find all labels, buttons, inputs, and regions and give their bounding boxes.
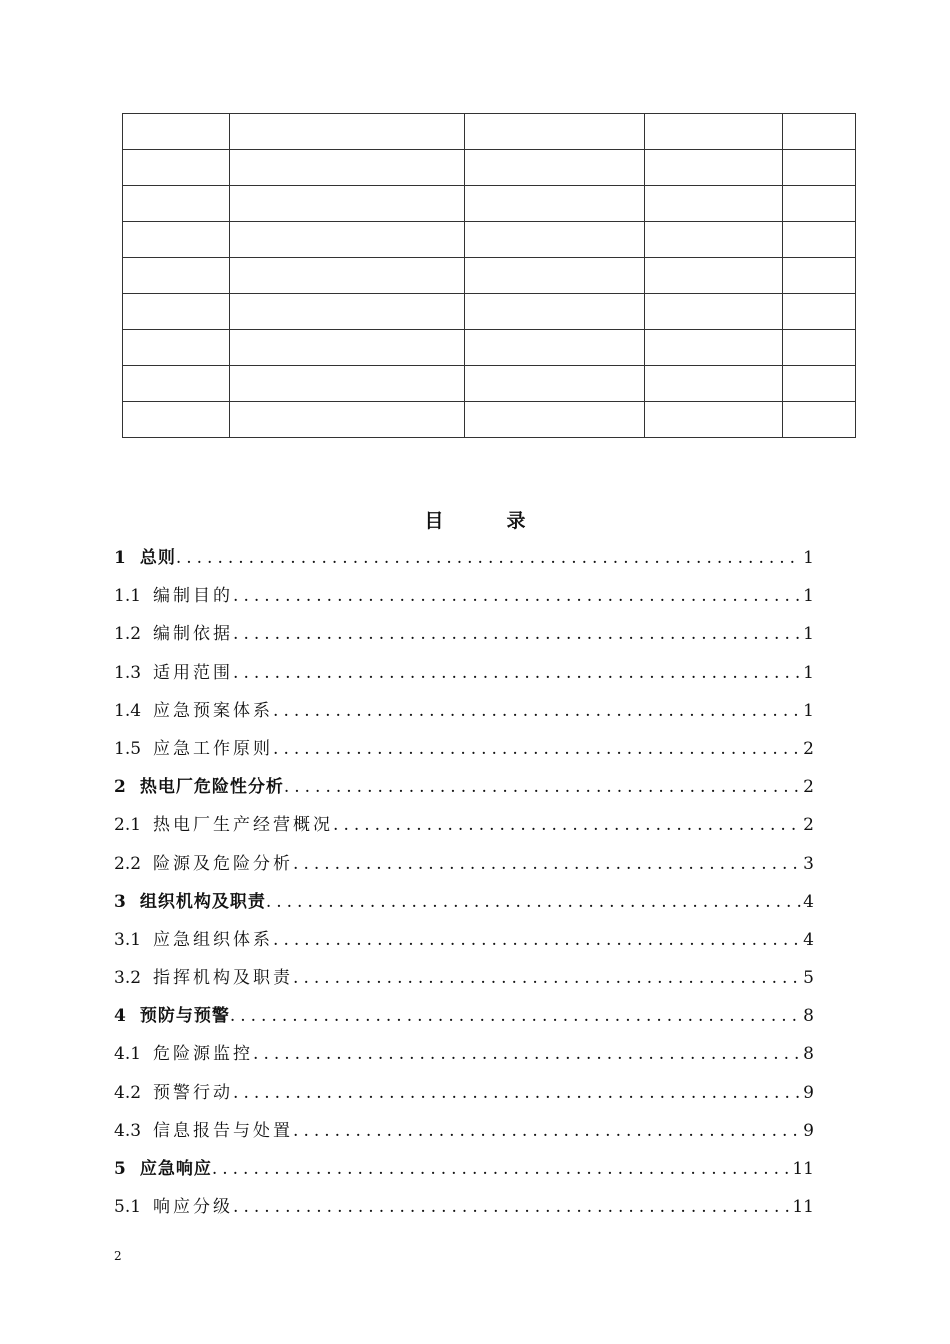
toc-entry-page: 1 <box>803 700 814 721</box>
toc-leader-dots <box>230 997 801 1035</box>
toc-entry-title: 编制目的 <box>153 586 234 607</box>
table-row <box>123 402 856 438</box>
toc-entry-number: 1 <box>114 548 126 568</box>
table-cell <box>465 402 645 438</box>
toc-leader-dots <box>233 1188 790 1226</box>
toc-entry[interactable] <box>114 577 814 615</box>
toc-entry-page: 2 <box>803 738 814 759</box>
toc-entry-page: 1 <box>803 548 814 568</box>
table-cell <box>465 222 645 258</box>
blank-revision-table <box>122 113 856 438</box>
table-cell <box>783 114 856 150</box>
toc-leader-dots <box>233 615 801 653</box>
toc-entry-title: 预防与预警 <box>139 1006 230 1027</box>
table-cell <box>465 150 645 186</box>
toc-entry-number: 2 <box>114 777 126 798</box>
table-cell <box>230 330 465 366</box>
table-cell <box>645 366 783 402</box>
toc-entry[interactable] <box>114 654 814 692</box>
table-cell <box>230 402 465 438</box>
table-cell <box>123 294 230 330</box>
table-of-contents <box>114 539 814 1226</box>
toc-leader-dots <box>212 1150 791 1188</box>
table-row <box>123 186 856 222</box>
table-row <box>123 150 856 186</box>
toc-entry-page: 4 <box>803 929 814 950</box>
toc-leader-dots <box>233 654 801 692</box>
table-cell <box>123 186 230 222</box>
table-row <box>123 366 856 402</box>
toc-entry-number: 4.1 <box>114 1044 142 1065</box>
toc-entry[interactable] <box>114 883 814 921</box>
toc-entry-title: 险源及危险分析 <box>153 853 294 874</box>
toc-entry-number: 1.3 <box>114 662 142 683</box>
table-row <box>123 330 856 366</box>
toc-title: 目 录 <box>424 510 548 532</box>
table-cell <box>230 150 465 186</box>
toc-entry-page: 5 <box>803 968 814 989</box>
toc-leader-dots <box>273 692 801 730</box>
toc-entry[interactable] <box>114 806 814 844</box>
toc-entry-number: 4.3 <box>114 1120 142 1141</box>
toc-entry-page: 9 <box>803 1120 814 1141</box>
toc-entry-title: 响应分级 <box>153 1197 234 1218</box>
table-cell <box>123 258 230 294</box>
table-row <box>123 258 856 294</box>
toc-leader-dots <box>233 1074 801 1112</box>
table-row <box>123 294 856 330</box>
toc-entry-page: 9 <box>803 1082 814 1103</box>
toc-entry-title: 热电厂危险性分析 <box>139 777 284 798</box>
toc-entry-title: 适用范围 <box>153 662 234 683</box>
toc-leader-dots <box>293 1112 801 1150</box>
table-cell <box>783 258 856 294</box>
toc-entry[interactable] <box>114 1035 814 1073</box>
toc-entry-title: 应急预案体系 <box>153 700 274 721</box>
table-cell <box>465 294 645 330</box>
toc-entry-page: 1 <box>803 586 814 607</box>
table-cell <box>783 222 856 258</box>
toc-entry-page: 3 <box>803 853 814 874</box>
toc-entry[interactable] <box>114 730 814 768</box>
toc-entry-title: 组织机构及职责 <box>139 891 266 912</box>
toc-entry-title: 应急工作原则 <box>153 738 274 759</box>
toc-entry-title: 预警行动 <box>153 1082 234 1103</box>
toc-entry-page: 4 <box>803 891 814 912</box>
toc-entry-number: 5.1 <box>114 1197 142 1218</box>
table-cell <box>123 366 230 402</box>
toc-entry-number: 1.4 <box>114 700 142 721</box>
table-cell <box>123 114 230 150</box>
toc-entry-title: 应急响应 <box>139 1159 212 1179</box>
toc-entry-number: 1.1 <box>114 586 142 607</box>
toc-leader-dots <box>293 959 801 997</box>
table-cell <box>645 222 783 258</box>
table-cell <box>230 294 465 330</box>
toc-leader-dots <box>273 921 801 959</box>
toc-entry-title: 应急组织体系 <box>153 929 274 950</box>
toc-entry-title: 危险源监控 <box>153 1044 254 1065</box>
toc-entry[interactable] <box>114 539 814 577</box>
toc-entry-number: 2.1 <box>114 815 142 836</box>
toc-entry-page: 8 <box>803 1044 814 1065</box>
toc-entry-number: 3.1 <box>114 929 142 950</box>
toc-entry[interactable] <box>114 997 814 1035</box>
toc-leader-dots <box>284 768 801 806</box>
toc-leader-dots <box>293 845 801 883</box>
table-cell <box>645 402 783 438</box>
toc-entry-title: 编制依据 <box>153 624 234 645</box>
table-cell <box>465 366 645 402</box>
toc-entry-number: 4.2 <box>114 1082 142 1103</box>
table-cell <box>783 366 856 402</box>
table-cell <box>783 330 856 366</box>
toc-entry[interactable] <box>114 1112 814 1150</box>
table-cell <box>230 366 465 402</box>
toc-entry-title: 热电厂生产经营概况 <box>153 815 334 836</box>
toc-entry-page: 1 <box>803 624 814 645</box>
toc-entry[interactable] <box>114 768 814 806</box>
table-cell <box>645 330 783 366</box>
table-cell <box>230 186 465 222</box>
table-cell <box>783 186 856 222</box>
toc-entry-title: 指挥机构及职责 <box>153 968 294 989</box>
table-cell <box>465 330 645 366</box>
table-cell <box>230 222 465 258</box>
table-cell <box>645 186 783 222</box>
toc-leader-dots <box>273 730 801 768</box>
toc-entry-page: 8 <box>803 1006 814 1027</box>
table-cell <box>645 258 783 294</box>
table-cell <box>230 114 465 150</box>
toc-entry-number: 1.5 <box>114 738 142 759</box>
toc-entry[interactable] <box>114 845 814 883</box>
toc-entry[interactable] <box>114 1150 814 1188</box>
toc-entry[interactable] <box>114 615 814 653</box>
toc-entry-page: 2 <box>803 815 814 836</box>
table-cell <box>783 294 856 330</box>
toc-entry-number: 3.2 <box>114 968 142 989</box>
toc-entry-page: 1 <box>803 662 814 683</box>
table-cell <box>123 330 230 366</box>
toc-entry-page: 11 <box>792 1159 814 1179</box>
toc-leader-dots <box>333 806 801 844</box>
toc-leader-dots <box>176 539 801 577</box>
toc-entry[interactable] <box>114 1074 814 1112</box>
table-row <box>123 222 856 258</box>
table-cell <box>783 402 856 438</box>
toc-entry-title: 信息报告与处置 <box>153 1120 294 1141</box>
table-cell <box>465 114 645 150</box>
table-cell <box>645 150 783 186</box>
table-cell <box>783 150 856 186</box>
toc-entry-number: 1.2 <box>114 624 142 645</box>
toc-entry[interactable] <box>114 921 814 959</box>
table-cell <box>645 114 783 150</box>
toc-entry-number: 5 <box>114 1159 126 1179</box>
toc-entry-title: 总则 <box>139 548 176 568</box>
toc-entry-page: 2 <box>803 777 814 798</box>
toc-entry-number: 2.2 <box>114 853 142 874</box>
table-cell <box>465 258 645 294</box>
page-number: 2 <box>114 1249 122 1263</box>
table-cell <box>123 402 230 438</box>
table-cell <box>123 150 230 186</box>
table-cell <box>465 186 645 222</box>
toc-entry-page: 11 <box>792 1197 814 1218</box>
toc-entry[interactable] <box>114 1188 814 1226</box>
toc-entry-number: 4 <box>114 1006 126 1027</box>
toc-entry[interactable] <box>114 959 814 997</box>
toc-leader-dots <box>266 883 801 921</box>
table-cell <box>230 258 465 294</box>
toc-entry-number: 3 <box>114 891 126 912</box>
table-cell <box>123 222 230 258</box>
toc-leader-dots <box>233 577 801 615</box>
toc-entry[interactable] <box>114 692 814 730</box>
table-cell <box>645 294 783 330</box>
toc-leader-dots <box>253 1035 801 1073</box>
table-row <box>123 114 856 150</box>
